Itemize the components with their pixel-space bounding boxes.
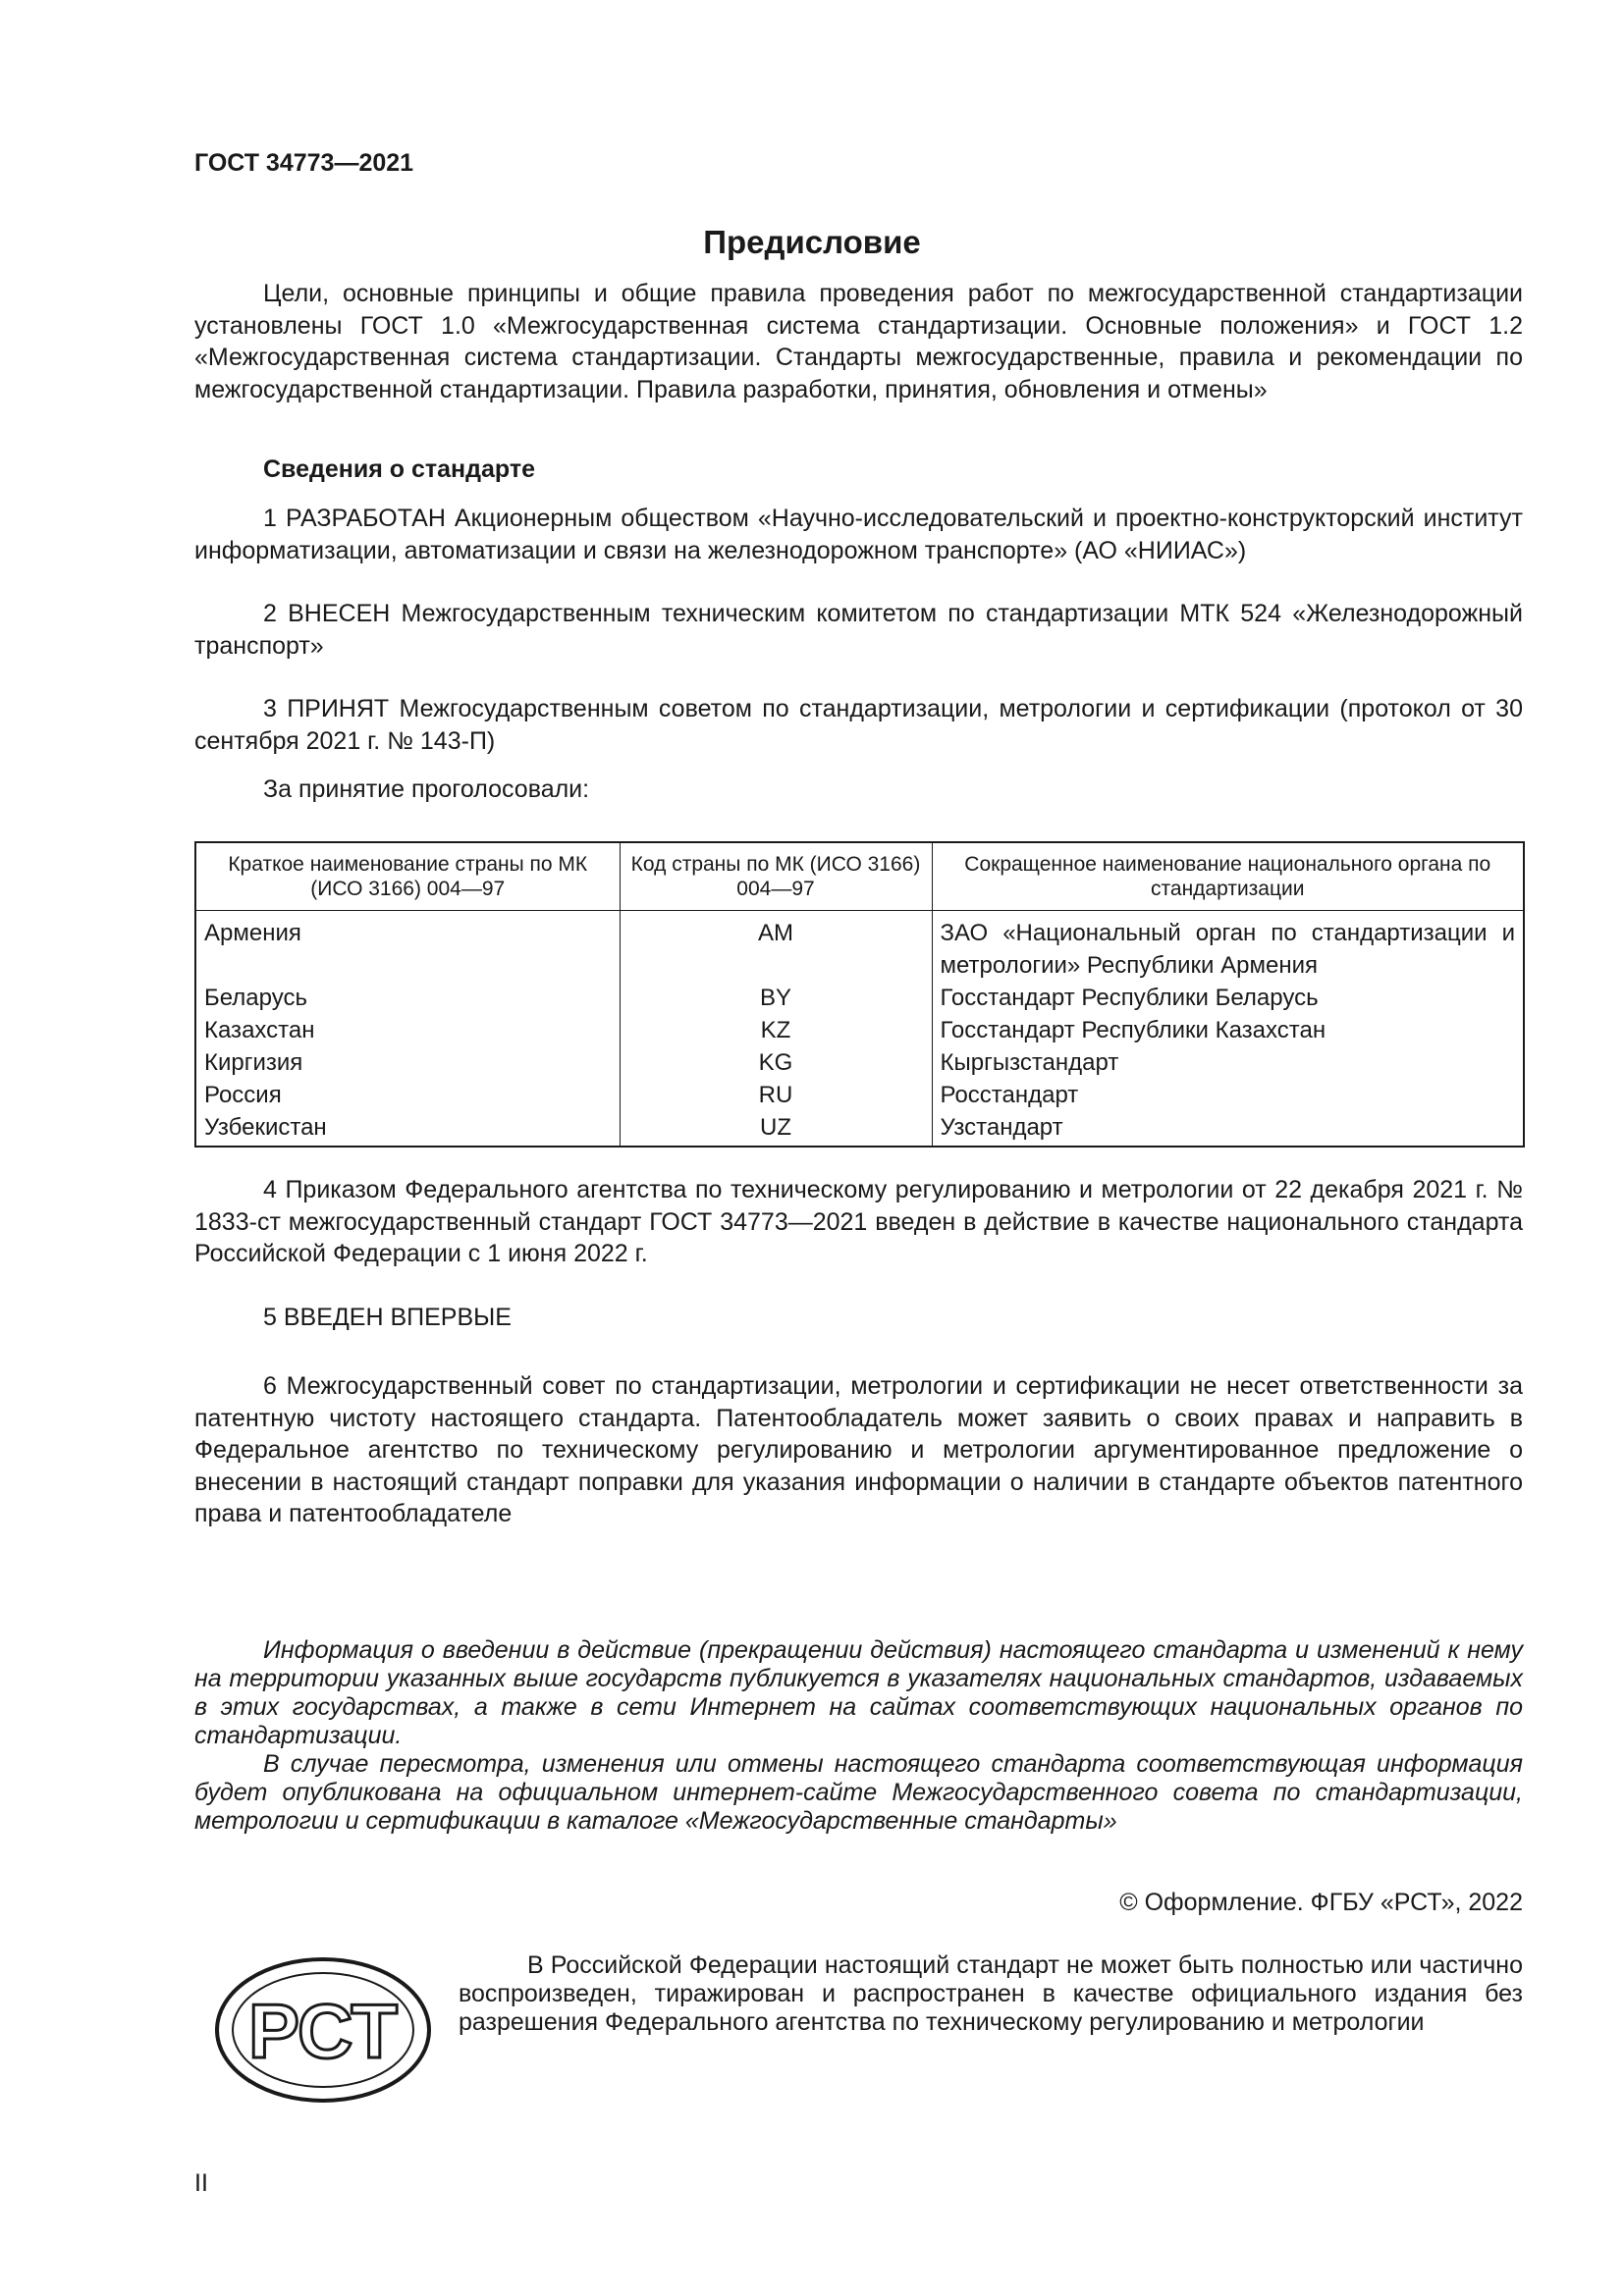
table-header-org: Сокращенное наименование национального органа по стандартизации xyxy=(932,842,1524,911)
revision-notice: В случае пересмотра, изменения или отмены настоящего стандарта соответствующая информация будет опубликована на официальном интернет-сайте Межгосударственного совета по стандартизации, метрологии и сертификации в каталоге «Межгосударственные стандарты» xyxy=(194,1750,1523,1835)
rst-logo xyxy=(210,1951,436,2109)
country-cell: Казахстан xyxy=(195,1014,620,1046)
country-cell: Армения xyxy=(195,911,620,983)
org-cell: Госстандарт Республики Казахстан xyxy=(932,1014,1524,1046)
country-cell: Киргизия xyxy=(195,1046,620,1079)
code-cell: AM xyxy=(620,911,932,983)
code-cell: KG xyxy=(620,1046,932,1079)
intro-paragraph: Цели, основные принципы и общие правила проведения работ по межгосударственной стандартизации установлены ГОСТ 1.0 «Межгосударственная система стандартизации. Основные положения» и ГОСТ 1.2 «Межгосударственная система стандартизации. Стандарты межгосударственные, правила и рекомендации по межгосударственной стандартизации. Правила разработки, принятия, обновления и отмены» xyxy=(194,280,1523,403)
page-number: II xyxy=(194,2169,208,2197)
copyright-line: © Оформление. ФГБУ «РСТ», 2022 xyxy=(1119,1889,1523,1916)
publication-notice: Информация о введении в действие (прекращении действия) настоящего стандарта и изменений к нему на территории указанных выше государств публикуется в указателях национальных стандартов, издаваемых в этих государствах, а также в сети Интернет на сайтах соответствующих национальных органов по стандартизации. xyxy=(194,1636,1523,1749)
country-cell: Узбекистан xyxy=(195,1111,620,1147)
table-row xyxy=(195,982,1524,1014)
item-adopted: 3 ПРИНЯТ Межгосударственным советом по стандартизации, метрологии и сертификации (протокол от 30 сентября 2021 г. № 143-П) xyxy=(194,695,1523,755)
table-header-code: Код страны по МК (ИСО 3166) 004—97 xyxy=(620,842,932,911)
document-id-header: ГОСТ 34773—2021 xyxy=(194,149,414,177)
org-cell: Узстандарт xyxy=(932,1111,1524,1147)
code-cell: BY xyxy=(620,982,932,1014)
logo-lettering: РСТ xyxy=(247,1988,399,2074)
page-title: Предисловие xyxy=(703,224,921,260)
org-cell: ЗАО «Национальный орган по стандартизации и метрологии» Республики Армения xyxy=(932,911,1524,983)
item-patent-notice: 6 Межгосударственный совет по стандартизации, метрологии и сертификации не несет ответственности за патентную чистоту настоящего стандарта. Патентообладатель может заявить о своих правах и направить в Федеральное агентство по техническому регулированию и метрологии аргументированное предложение о внесении в настоящий стандарт поправки для указания информации о наличии в стандарте объектов патентного права и патентообладателе xyxy=(194,1372,1523,1527)
org-cell: Госстандарт Республики Беларусь xyxy=(932,982,1524,1014)
table-row xyxy=(195,1046,1524,1079)
org-cell: Кыргызстандарт xyxy=(932,1046,1524,1079)
country-cell: Россия xyxy=(195,1079,620,1111)
table-row xyxy=(195,1111,1524,1147)
table-row xyxy=(195,911,1524,983)
code-cell: RU xyxy=(620,1079,932,1111)
code-cell: UZ xyxy=(620,1111,932,1147)
table-header-row xyxy=(195,842,1524,911)
item-developed: 1 РАЗРАБОТАН Акционерным обществом «Научно-исследовательский и проектно-конструкторский институт информатизации, автоматизации и связи на железнодорожном транспорте» (АО «НИИАС») xyxy=(194,505,1523,564)
item-first-introduced: 5 ВВЕДЕН ВПЕРВЫЕ xyxy=(263,1304,512,1331)
item-enacted: 4 Приказом Федерального агентства по техническому регулированию и метрологии от 22 декабря 2021 г. № 1833-ст межгосударственный стандарт ГОСТ 34773—2021 введен в действие в качестве национального стандарта Российской Федерации с 1 июня 2022 г. xyxy=(194,1176,1523,1267)
code-cell: KZ xyxy=(620,1014,932,1046)
table-row xyxy=(195,1079,1524,1111)
item-submitted: 2 ВНЕСЕН Межгосударственным техническим комитетом по стандартизации МТК 524 «Железнодорожный транспорт» xyxy=(194,600,1523,660)
table-row xyxy=(195,1014,1524,1046)
standard-info-heading: Сведения о стандарте xyxy=(263,455,536,483)
country-cell: Беларусь xyxy=(195,982,620,1014)
org-cell: Росстандарт xyxy=(932,1079,1524,1111)
voting-states-table xyxy=(194,841,1525,1148)
table-header-country: Краткое наименование страны по МК (ИСО 3166) 004—97 xyxy=(195,842,620,911)
voted-label: За принятие проголосовали: xyxy=(263,775,590,803)
reproduction-restriction: В Российской Федерации настоящий стандарт не может быть полностью или частично воспроизведен, тиражирован и распространен в качестве официального издания без разрешения Федерального агентства по техническому регулированию и метрологии xyxy=(459,1951,1523,2036)
